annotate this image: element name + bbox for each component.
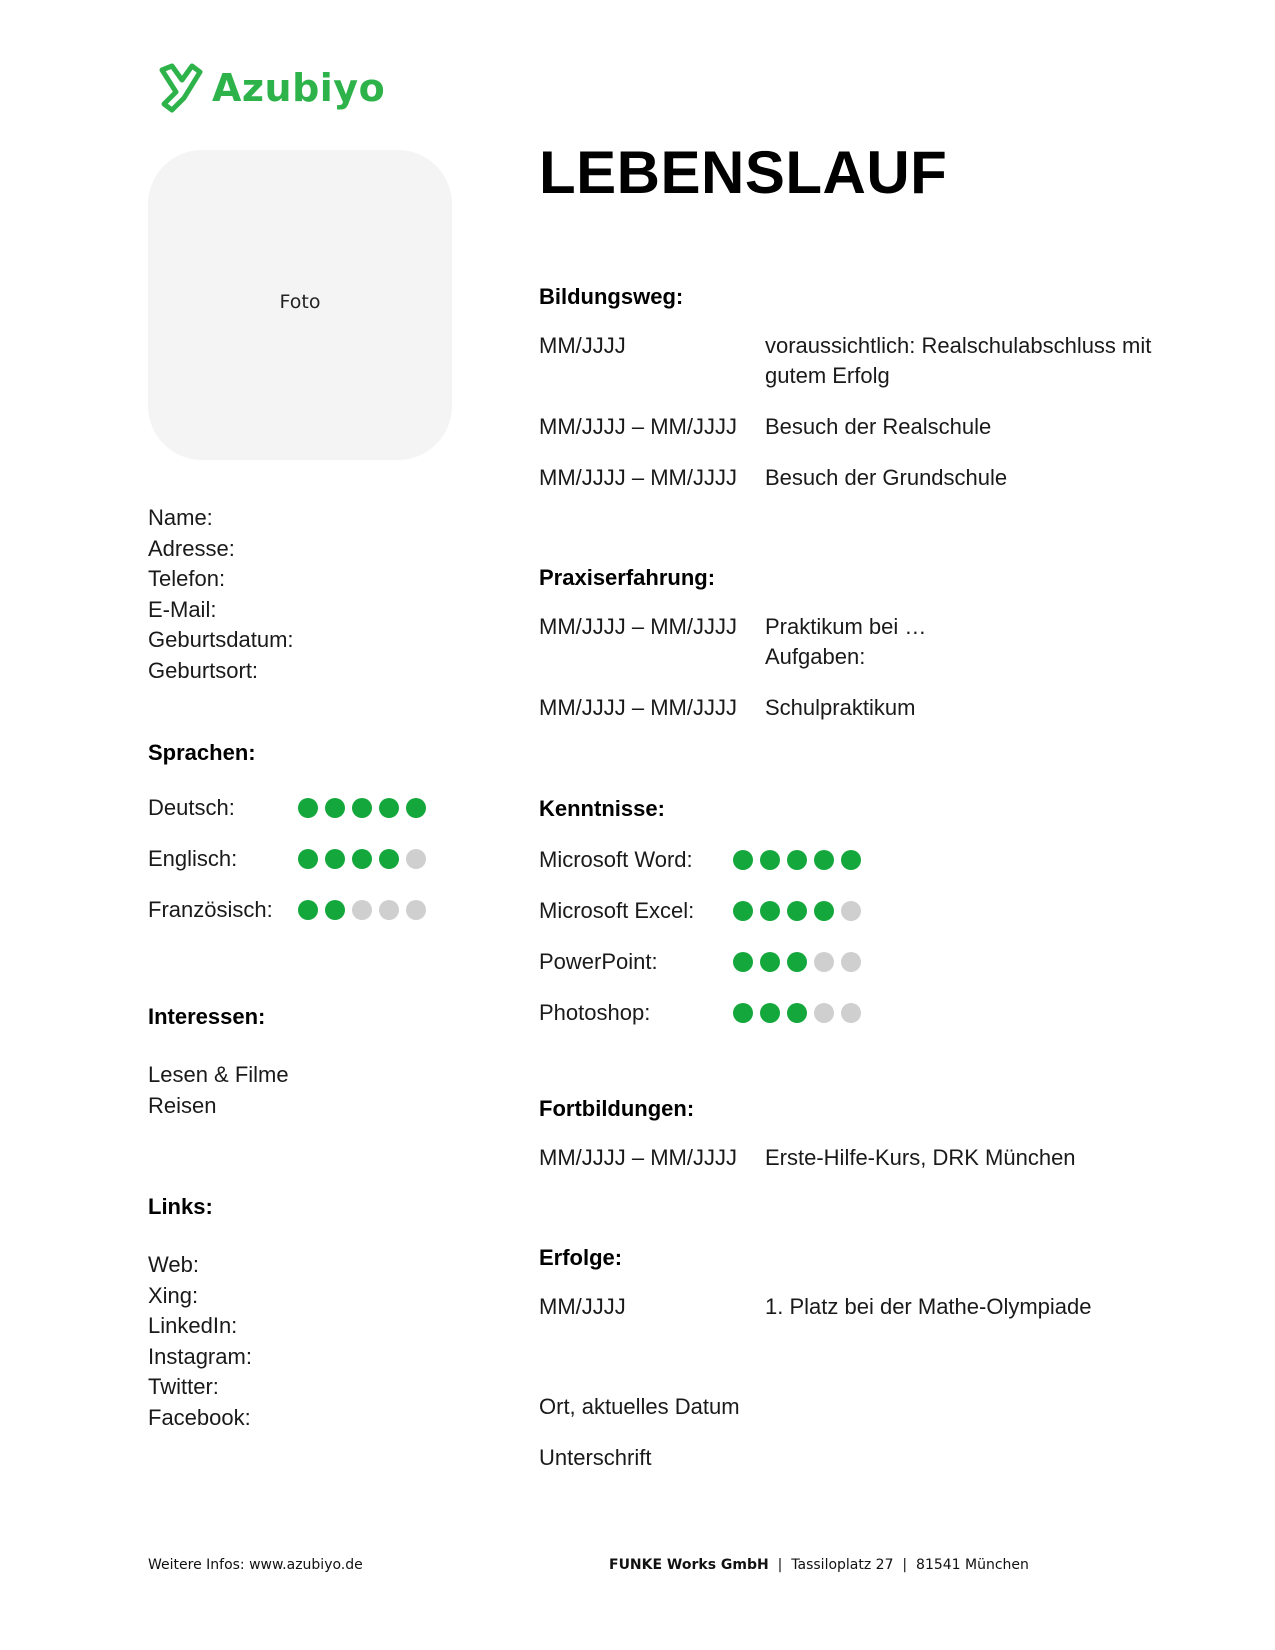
footer-separator: | (777, 1557, 783, 1573)
cv-entry-subtext: Aufgaben: (765, 644, 866, 669)
languages-list (148, 782, 508, 935)
language-row-label: Deutsch: (148, 794, 235, 820)
footer-info: Weitere Infos: www.azubiyo.de (148, 1557, 363, 1573)
cv-entry-text: Erste-Hilfe-Kurs, DRK München (765, 1145, 1076, 1170)
rating-dot-filled (733, 901, 753, 921)
practice-heading: Praxiserfahrung: (539, 565, 716, 590)
practice-list (539, 612, 1179, 723)
cv-entry (539, 412, 1179, 442)
education-heading: Bildungsweg: (539, 284, 684, 309)
rating-dot-filled (406, 798, 426, 818)
rating-dot-filled (325, 798, 345, 818)
rating-dot-filled (325, 900, 345, 920)
personal-field-label: Geburtsort: (148, 657, 259, 683)
language-row-label: Französisch: (148, 896, 273, 922)
rating-dot-empty (406, 900, 426, 920)
skill-row-label: Photoshop: (539, 999, 651, 1025)
place-date: Ort, aktuelles Datum (539, 1394, 740, 1419)
link-field-label: LinkedIn: (148, 1313, 238, 1338)
cv-entry-text: voraussichtlich: Realschulabschluss mit gutem Erfolg (765, 333, 1152, 388)
cv-entry-description (765, 331, 1175, 391)
cv-entry-date: MM/JJJJ (539, 333, 626, 358)
links-heading: Links: (148, 1194, 213, 1219)
rating-dots (733, 1003, 861, 1023)
cv-entry-date: MM/JJJJ – MM/JJJJ (539, 1145, 737, 1170)
skill-row (539, 936, 1179, 987)
rating-dot-empty (841, 952, 861, 972)
training-section (539, 1096, 1179, 1194)
link-field-label: Facebook: (148, 1404, 251, 1430)
logo-text: Azubiyo (212, 66, 386, 110)
link-field-label: Instagram: (148, 1343, 252, 1369)
links-section (148, 1194, 508, 1433)
skill-row (539, 885, 1179, 936)
cv-entry-description (765, 612, 1175, 672)
footer-separator: | (902, 1557, 908, 1573)
skill-row (539, 987, 1179, 1038)
cv-entry-text: Besuch der Grundschule (765, 465, 1008, 490)
cv-entry-description (765, 412, 1175, 442)
footer-street: Tassiloplatz 27 (791, 1557, 894, 1573)
rating-dot-filled (814, 901, 834, 921)
languages-section (148, 740, 508, 935)
rating-dot-filled (733, 952, 753, 972)
cv-entry-description (765, 693, 1175, 723)
rating-dot-filled (787, 901, 807, 921)
rating-dots (733, 850, 861, 870)
personal-field-label: Name: (148, 505, 213, 530)
rating-dot-filled (298, 798, 318, 818)
rating-dot-filled (325, 849, 345, 869)
skill-row-label: Microsoft Word: (539, 846, 693, 872)
cv-entry-description (765, 1143, 1175, 1173)
cv-entry (539, 693, 1179, 723)
rating-dot-empty (814, 952, 834, 972)
rating-dot-filled (787, 1003, 807, 1023)
skill-row-label: PowerPoint: (539, 948, 658, 974)
photo-label: Foto (279, 291, 321, 313)
skill-row (539, 834, 1179, 885)
rating-dot-filled (298, 849, 318, 869)
rating-dot-empty (379, 900, 399, 920)
rating-dots (298, 900, 426, 920)
cv-entry-description (765, 463, 1175, 493)
rating-dot-empty (406, 849, 426, 869)
cv-entry-text: Besuch der Realschule (765, 414, 992, 439)
cv-entry (539, 463, 1179, 493)
interest-item: Reisen (148, 1092, 217, 1118)
rating-dot-filled (733, 850, 753, 870)
footer-company (609, 1557, 1029, 1573)
language-row (148, 782, 508, 833)
interest-item: Lesen & Filme (148, 1062, 289, 1087)
cv-entry (539, 1292, 1179, 1322)
rating-dot-filled (760, 901, 780, 921)
cv-entry (539, 331, 1179, 391)
signature-line: Unterschrift (539, 1445, 652, 1470)
rating-dot-empty (352, 900, 372, 920)
rating-dot-filled (733, 1003, 753, 1023)
page-title: LEBENSLAUF (539, 139, 948, 206)
personal-field-label: Telefon: (148, 566, 226, 591)
training-list (539, 1143, 1179, 1173)
achievements-heading: Erfolge: (539, 1245, 623, 1270)
personal-field-label: Adresse: (148, 535, 235, 561)
cv-entry-date: MM/JJJJ – MM/JJJJ (539, 614, 737, 639)
rating-dots (298, 798, 426, 818)
language-row (148, 884, 508, 935)
interests-section (148, 1004, 508, 1121)
cv-entry (539, 612, 1179, 672)
photo-placeholder (148, 150, 452, 460)
rating-dot-filled (814, 850, 834, 870)
rating-dots (733, 901, 861, 921)
rating-dot-filled (760, 850, 780, 870)
interests-list (148, 1060, 508, 1121)
language-row (148, 833, 508, 884)
skills-list (539, 834, 1179, 1038)
link-field-label: Xing: (148, 1282, 199, 1308)
language-row-label: Englisch: (148, 845, 238, 871)
skills-section (539, 796, 1179, 1038)
interests-heading: Interessen: (148, 1004, 266, 1029)
footer-company-name: FUNKE Works GmbH (609, 1557, 769, 1573)
skills-heading: Kenntnisse: (539, 796, 665, 821)
rating-dot-filled (841, 850, 861, 870)
cv-entry-date: MM/JJJJ – MM/JJJJ (539, 695, 737, 720)
skill-row-label: Microsoft Excel: (539, 897, 695, 923)
training-heading: Fortbildungen: (539, 1096, 695, 1121)
cv-entry-date: MM/JJJJ – MM/JJJJ (539, 465, 737, 490)
azubiyo-logo-icon (158, 62, 204, 114)
rating-dots (733, 952, 861, 972)
rating-dot-filled (298, 900, 318, 920)
cv-entry-date: MM/JJJJ (539, 1294, 626, 1319)
cv-entry-text: Praktikum bei … (765, 614, 927, 639)
rating-dot-empty (841, 1003, 861, 1023)
footer-city: 81541 München (916, 1557, 1029, 1573)
achievements-section (539, 1245, 1179, 1343)
link-field-label: Twitter: (148, 1374, 219, 1399)
links-list (148, 1250, 508, 1433)
rating-dot-filled (760, 1003, 780, 1023)
link-field-label: Web: (148, 1252, 199, 1277)
personal-field-label: E-Mail: (148, 596, 217, 622)
education-section (539, 284, 1179, 514)
cv-entry (539, 1143, 1179, 1173)
achievements-list (539, 1292, 1179, 1322)
rating-dot-empty (814, 1003, 834, 1023)
rating-dot-filled (352, 849, 372, 869)
languages-heading: Sprachen: (148, 740, 256, 765)
rating-dot-filled (787, 850, 807, 870)
azubiyo-logo (158, 62, 385, 114)
cv-entry-text: Schulpraktikum (765, 695, 916, 720)
rating-dot-filled (379, 849, 399, 869)
education-list (539, 331, 1179, 493)
practice-section (539, 565, 1179, 744)
cv-entry-text: 1. Platz bei der Mathe-Olympiade (765, 1294, 1092, 1319)
cv-entry-description (765, 1292, 1175, 1322)
rating-dot-filled (352, 798, 372, 818)
rating-dot-filled (787, 952, 807, 972)
personal-data (148, 503, 508, 686)
rating-dot-filled (379, 798, 399, 818)
rating-dot-empty (841, 901, 861, 921)
rating-dot-filled (760, 952, 780, 972)
rating-dots (298, 849, 426, 869)
cv-entry-date: MM/JJJJ – MM/JJJJ (539, 414, 737, 439)
personal-field-label: Geburtsdatum: (148, 627, 294, 652)
